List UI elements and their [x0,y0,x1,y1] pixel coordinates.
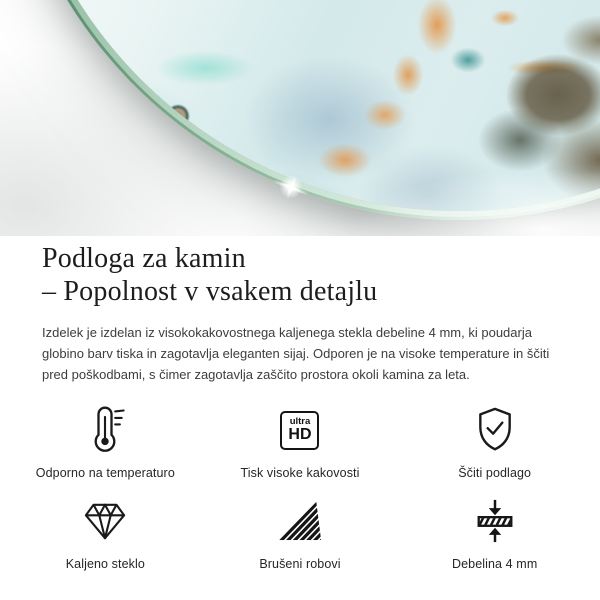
thermometer-icon [82,403,128,457]
feature-thickness [397,494,592,571]
feature-label: Debelina 4 mm [451,557,538,571]
feature-label: Tisk visoke kakovosti [240,466,360,480]
shield-check-icon [473,403,517,457]
beveled-edges-icon [277,494,323,548]
diamond-icon [82,494,128,548]
thickness-4mm-icon [472,494,518,548]
page-title-line1: Podloga za kamin [42,243,246,274]
feature-tempered-glass [8,494,203,571]
feature-label: Kaljeno steklo [65,557,145,571]
feature-grid [0,403,600,571]
page-title-line2: – Popolnost v vsakem detajlu [42,276,378,307]
feature-label: Ščiti podlago [458,466,532,480]
feature-temperature [8,403,203,480]
ultra-hd-badge-bottom: HD [288,426,312,443]
feature-protects-surface [397,403,592,480]
feature-label: Brušeni robovi [259,557,341,571]
feature-polished-edges [203,494,398,571]
feature-print-quality [203,403,398,480]
product-photo [0,0,600,236]
page-title [42,242,558,308]
product-description: Izdelek je izdelan iz visokokakovostnega kaljenega stekla debeline 4 mm, ki poudarja globino barv tiska in zagotavlja eleganten sijaj. Odporen je na visoke temperature in ščiti pred poškodbami, s čimer zagotavlja zaščito prostora okoli kamina za leta. [42,325,550,382]
feature-label: Odporno na temperaturo [35,466,175,480]
ultra-hd-badge-top: ultra [289,416,311,427]
ultra-hd-icon [280,403,319,457]
